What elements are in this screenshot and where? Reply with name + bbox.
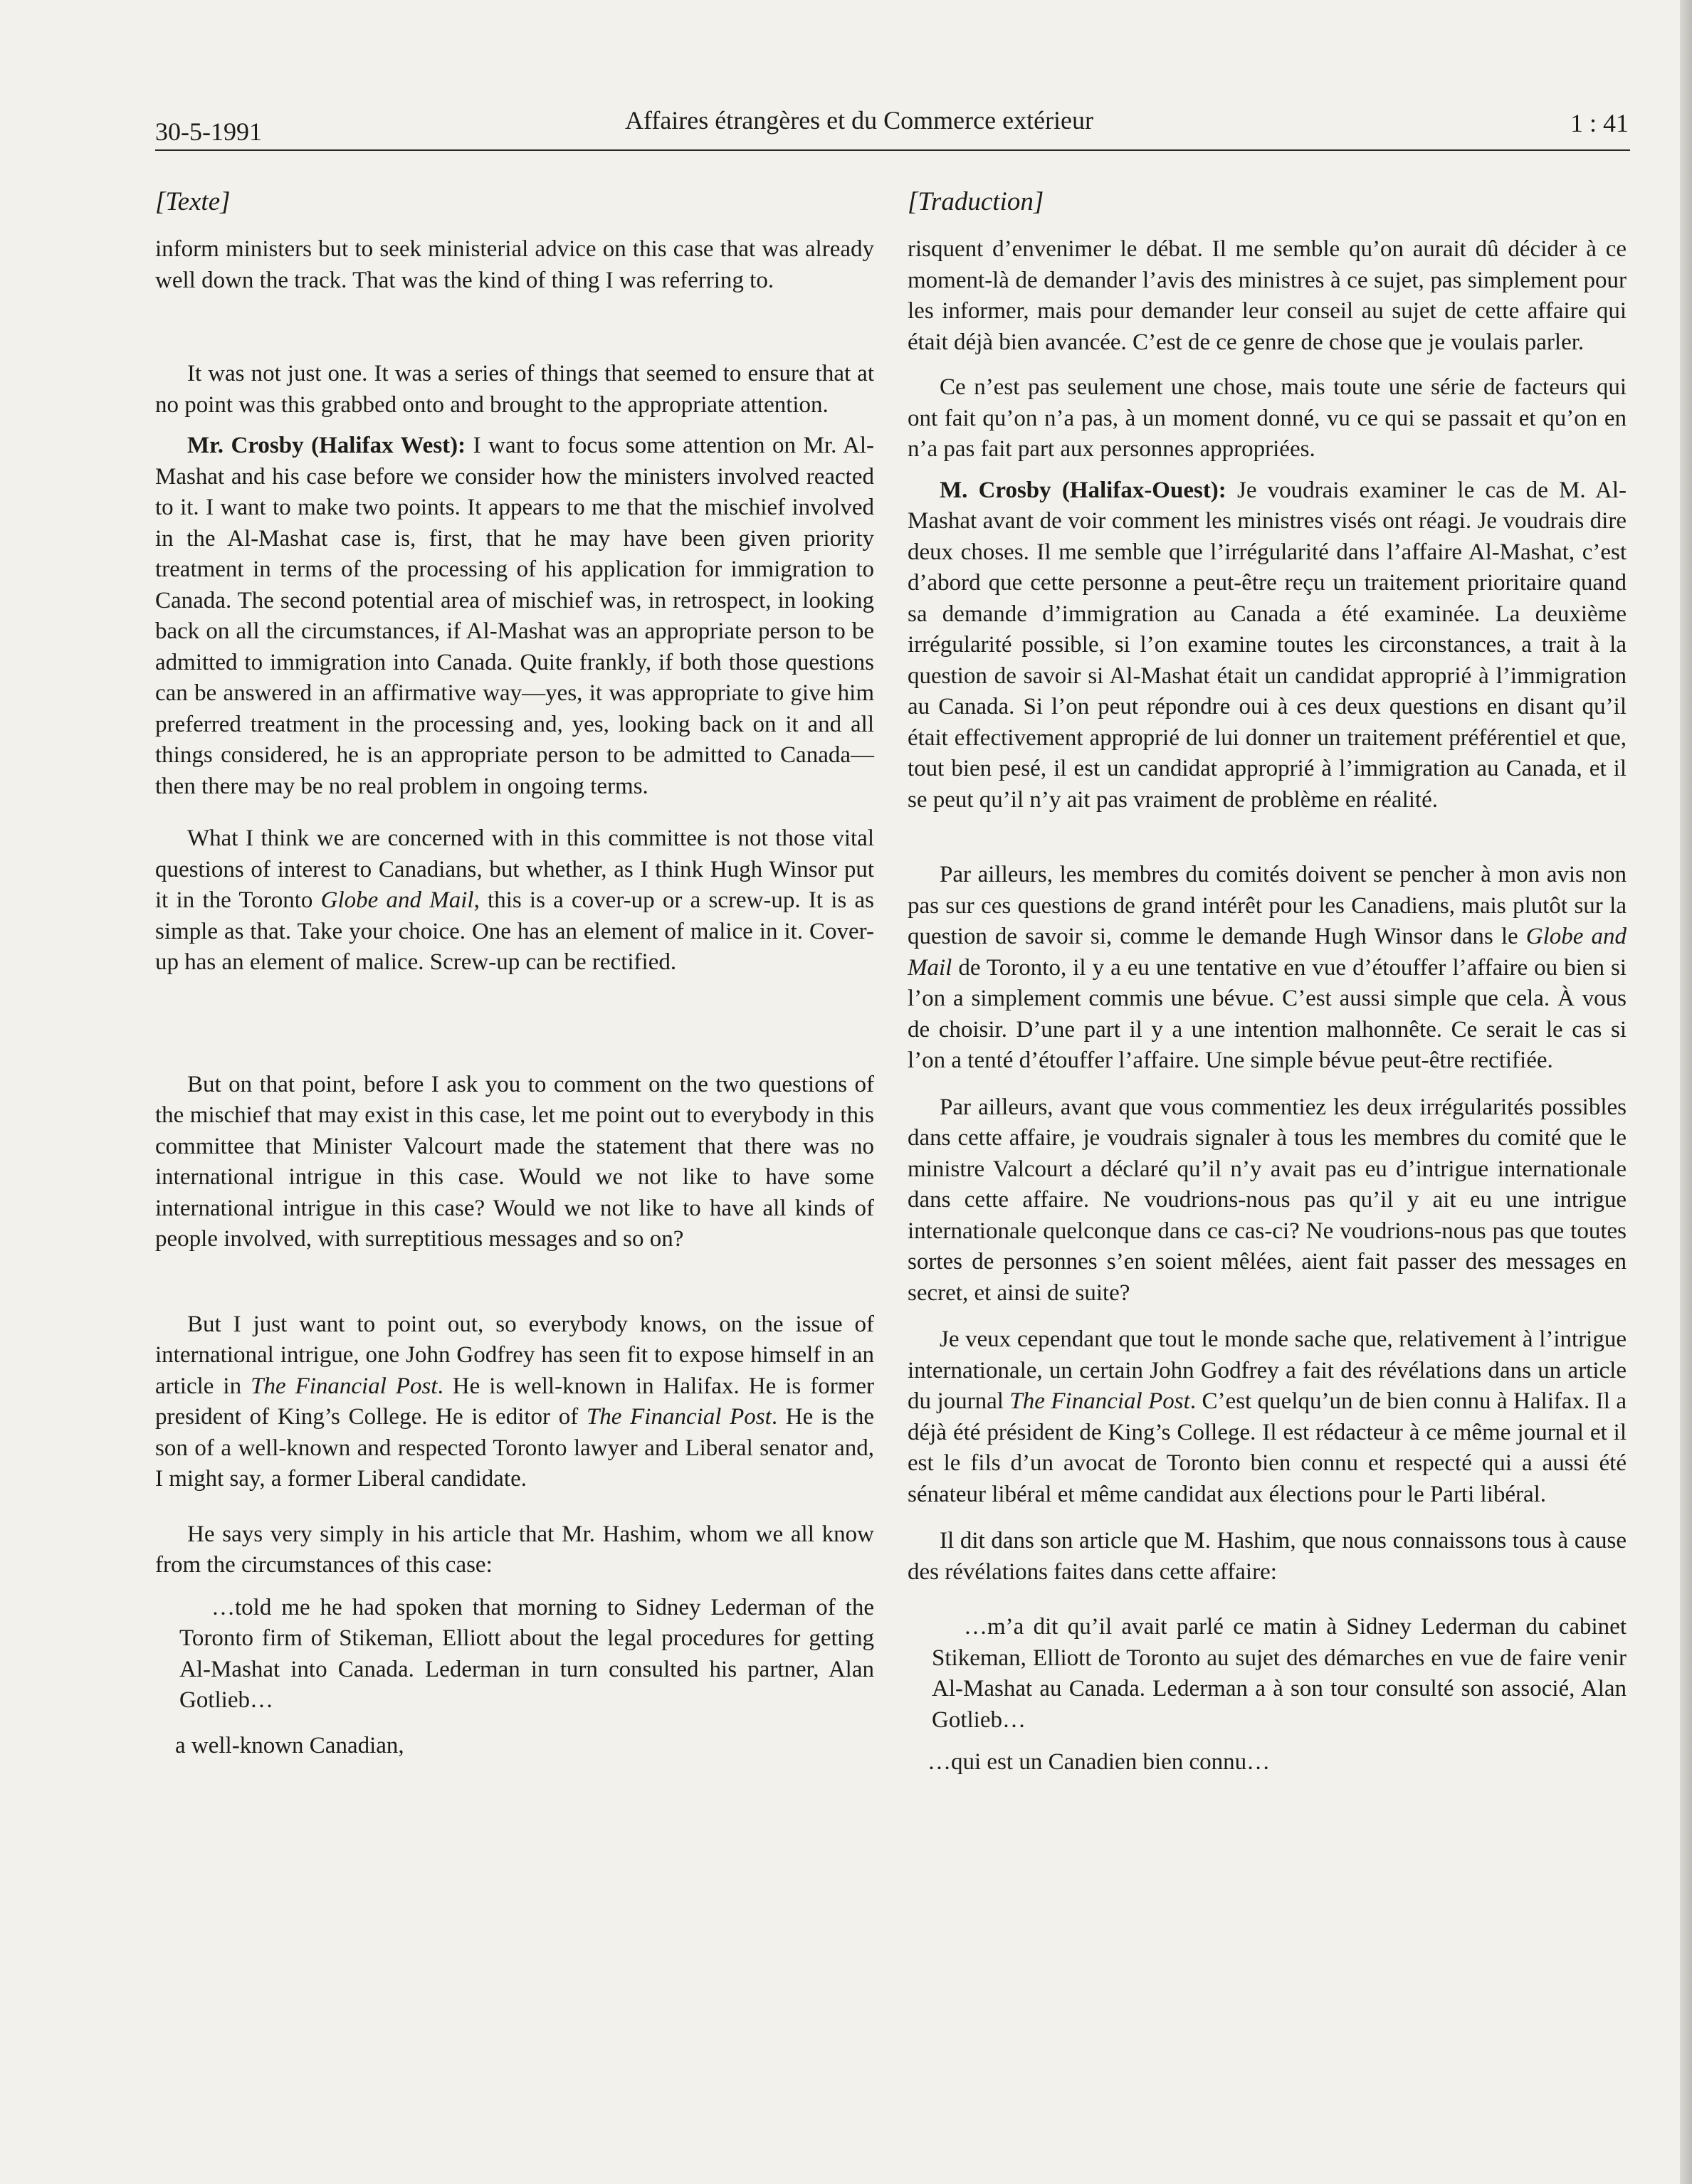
italic-title: The Financial Post — [586, 1404, 772, 1430]
paragraph: But on that point, before I ask you to comment on the two questions of the mischief that may exist in this case, let me point out to everybody in this committee that Minister Valcourt made the statement that there was no international intrigue in this case. Would we not like to have some international intrigue in this case? Would we not like to have all kinds of people involved, with surreptitious messages and so on? — [155, 1071, 874, 1252]
header-title: Affaires étrangères et du Commerce extérieur — [625, 106, 1094, 134]
paragraph — [908, 1324, 1627, 1510]
paragraph — [155, 823, 874, 978]
speaker-name: M. Crosby (Halifax-Ouest): — [940, 477, 1226, 503]
speaker-paragraph — [908, 475, 1627, 816]
italic-title: Globe and Mail — [320, 887, 474, 913]
header-date: 30-5-1991 — [155, 117, 262, 146]
page-edge — [1680, 0, 1692, 2184]
italic-title: Globe and Mail — [908, 924, 1627, 981]
english-column — [155, 186, 874, 1761]
paragraph: inform ministers but to seek ministerial advice on this case that was already well down the track. That was the kind of thing I was referring to. — [155, 236, 874, 293]
speaker-name: Mr. Crosby (Halifax West): — [187, 433, 466, 458]
block-quote: …told me he had spoken that morning to Sidney Lederman of the Toronto firm of Stikeman, Elliott about the legal procedures for getting Al-Mashat into Canada. Lederman in turn consulted his partner, Alan Gotlieb… — [179, 1594, 874, 1713]
paragraph: Il dit dans son article que M. Hashim, que nous connaissons tous à cause des révélations faites dans cette affaire: — [908, 1528, 1627, 1585]
italic-title: The Financial Post — [1009, 1388, 1190, 1414]
header-page-number: 1 : 41 — [1570, 109, 1629, 137]
speech-text: I want to focus some attention on Mr. Al-Mashat and his case before we consider how the ministers involved reacted to it. I want to make two points. It appears to me that the mischief involved in the Al-Mashat case is, first, that he may have been given priority treatment in terms of the processing of his application for immigration to Canada. The second potential area of mischief was, in retrospect, in looking back on all the circumstances, if Al-Mashat was an appropriate person to be admitted to immigration into Canada. Quite frankly, if both those questions can be answered in an affirmative way—yes, it was appropriate to give him preferred treatment in the processing and, yes, looking back on it and all things considered, he is an appropriate person to be admitted to Canada—then there may be no real problem in ongoing terms. — [155, 433, 874, 799]
text-run: , this is a cover-up or a screw-up. It is as simple as that. Take your choice. One has an element of malice in it. Cover-up has an element of malice. Screw-up can be rectified. — [155, 887, 874, 975]
paragraph — [155, 1309, 874, 1495]
column-tag-translation: [Traduction] — [908, 187, 1044, 216]
text-run: But I just want to point out, so everybody knows, on the issue of international intrigue, one John Godfrey has seen fit to expose himself in an article in — [155, 1311, 874, 1399]
paragraph: a well-known Canadian, — [175, 1732, 404, 1758]
text-run: . He is well-known in Halifax. He is former president of King’s College. He is editor of — [155, 1373, 874, 1430]
text-run: What I think we are concerned with in this committee is not those vital questions of interest to Canadians, but whether, as I think Hugh Winsor put it in the Toronto — [155, 825, 874, 913]
column-tag-text: [Texte] — [155, 187, 231, 216]
text-run: Je veux cependant que tout le monde sache que, relativement à l’intrigue internationale, un certain John Godfrey a fait des révélations dans un article du journal — [908, 1326, 1627, 1414]
paragraph: It was not just one. It was a series of things that seemed to ensure that at no point was this grabbed onto and brought to the appropriate attention. — [155, 361, 874, 418]
page-header — [155, 100, 1630, 151]
paragraph: Ce n’est pas seulement une chose, mais toute une série de facteurs qui ont fait qu’on n’a pas, à un moment donné, vu ce qui se passait et qu’on en n’a pas fait part aux personnes appropriées. — [908, 374, 1627, 462]
text-run: de Toronto, il y a eu une tentative en vue d’étouffer l’affaire ou bien si l’on a simplement commis une bévue. C’est aussi simple que cela. À vous de choisir. D’une part il y a une intention malhonnête. Ce serait le cas si l’on a tenté d’étouffer l’affaire. Une simple bévue peut-être rectifiée. — [908, 954, 1627, 1073]
paragraph: …qui est un Canadien bien connu… — [928, 1749, 1271, 1775]
text-run: Par ailleurs, les membres du comités doivent se pencher à mon avis non pas sur ces questions de grand intérêt pour les Canadiens, mais plutôt sur la question de savoir si, comme le demande Hugh Winsor dans le — [908, 862, 1627, 949]
text-run: . He is the son of a well-known and respected Toronto lawyer and Liberal senator and, I might say, a former Liberal candidate. — [155, 1404, 874, 1492]
block-quote: …m’a dit qu’il avait parlé ce matin à Sidney Lederman du cabinet Stikeman, Elliott de Toronto au sujet des démarches en vue de faire venir Al-Mashat au Canada. Lederman a à son tour consulté son associé, Alan Gotlieb… — [932, 1614, 1627, 1733]
text-run: . C’est quelqu’un de bien connu à Halifax. Il a déjà été président de King’s College. Il est rédacteur à ce même journal et il est le fils d’un avocat de Toronto bien connu et respecté qui a aussi été sénateur libéral et même candidat aux élections pour le Parti libéral. — [908, 1388, 1627, 1507]
speech-text: Je voudrais examiner le cas de M. Al-Mashat avant de voir comment les ministres visés ont réagi. Je voudrais dire deux choses. Il me semble que l’irrégularité dans l’affaire Al-Mashat, c’est d’abord que cette personne a peut-être reçu un traitement prioritaire quand sa demande d’immigration au Canada a été examinée. La deuxième irrégularité possible, si l’on examine toutes les circonstances, a trait à la question de savoir si Al-Mashat était un candidat approprié à l’immigration au Canada. Si l’on peut répondre oui à ces deux questions en disant qu’il était effectivement approprié de lui donner un traitement préférentiel et que, tout bien pesé, il est un candidat approprié à l’immigration au Canada, et il se peut qu’il n’y ait pas vraiment de problème en réalité. — [908, 477, 1627, 813]
speaker-paragraph — [155, 431, 874, 802]
paragraph: Par ailleurs, avant que vous commentiez les deux irrégularités possibles dans cette affaire, je voudrais signaler à tous les membres du comité que le ministre Valcourt a déclaré qu’il n’y avait pas eu d’intrigue internationale dans cette affaire. Ne voudrions-nous pas qu’il y ait eu une intrigue internationale quelconque dans ce cas-ci? Ne voudrions-nous pas que toutes sortes de personnes s’en soient mêlées, aient fait passer des messages en secret, et ainsi de suite? — [908, 1094, 1627, 1306]
paragraph — [908, 860, 1627, 1077]
paragraph: He says very simply in his article that Mr. Hashim, whom we all know from the circumstances of this case: — [155, 1521, 874, 1578]
paragraph: risquent d’envenimer le débat. Il me semble qu’on aurait dû décider à ce moment-là de demander l’avis des ministres à ce sujet, pas simplement pour les informer, mais pour demander leur conseil au sujet de cette affaire qui était déjà bien avancée. C’est de ce genre de chose que je voulais parler. — [908, 236, 1627, 355]
italic-title: The Financial Post — [251, 1373, 438, 1399]
french-column — [908, 186, 1627, 1778]
